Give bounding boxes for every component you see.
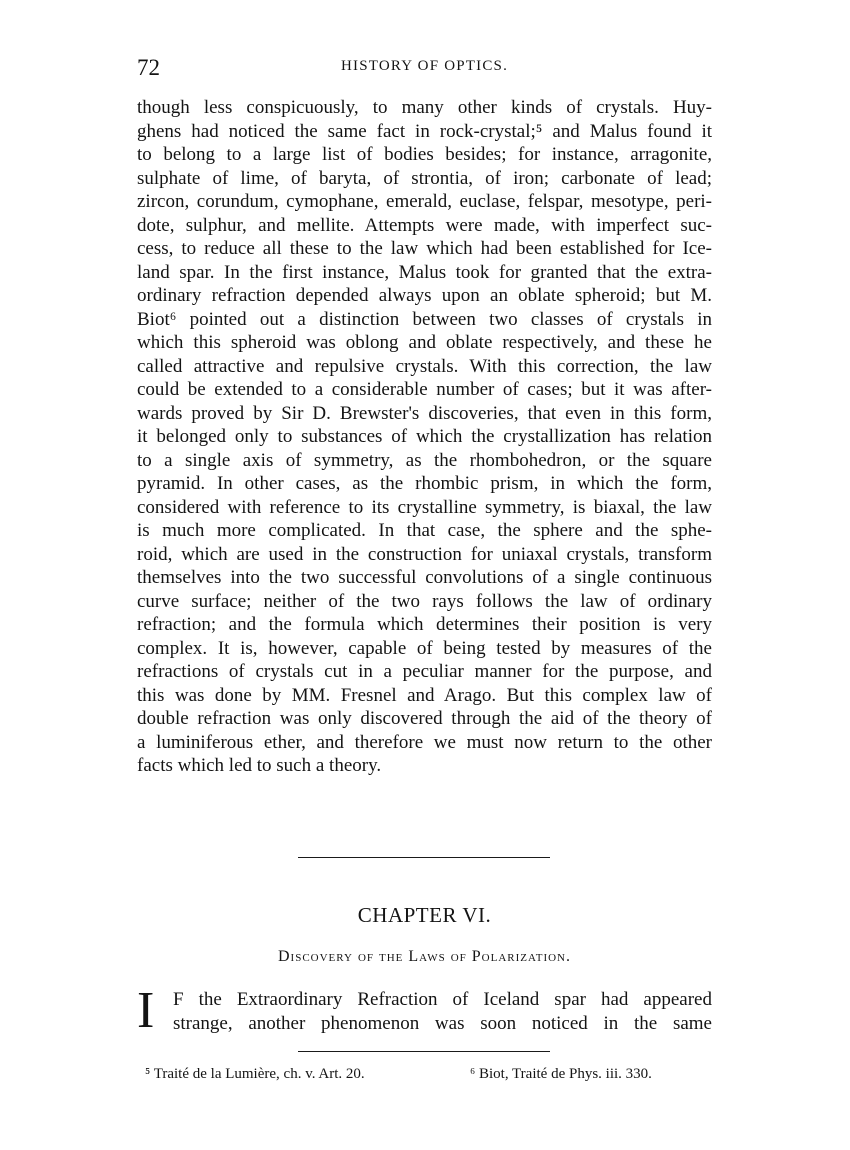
body-line: this was done by MM. Fresnel and Arago. But this complex law of	[137, 684, 712, 706]
body-line: refractions of crystals cut in a peculiar manner for the purpose, and	[137, 661, 712, 682]
body-line: curve surface; neither of the two rays follows the law of ordinary	[137, 590, 712, 612]
running-title: HISTORY OF OPTICS.	[340, 58, 509, 74]
body-line: cess, to reduce all these to the law which had been established for Ice-	[137, 238, 712, 259]
body-line: a luminiferous ether, and therefore we must now return to the other	[137, 731, 712, 753]
body-line: wards proved by Sir D. Brewster's discoveries, that even in this form,	[137, 402, 712, 424]
body-line: dote, sulphur, and mellite. Attempts were made, with imperfect suc-	[137, 214, 712, 236]
body-line: to a single axis of symmetry, as the rhombohedron, or the square	[137, 449, 712, 471]
body-line: called attractive and repulsive crystals. With this correction, the law	[137, 355, 712, 377]
body-line: it belonged only to substances of which the crystallization has relation	[137, 426, 712, 447]
body-line: land spar. In the first instance, Malus took for granted that the extra-	[137, 261, 712, 283]
opening-paragraph	[137, 982, 712, 1039]
body-line: is much more complicated. In that case, the sphere and the sphe-	[137, 520, 712, 541]
running-head	[137, 55, 712, 81]
footnote-rule	[298, 1051, 550, 1052]
body-line: complex. It is, however, capable of being tested by measures of the	[137, 637, 712, 659]
body-paragraph	[137, 96, 712, 778]
body-line: could be extended to a considerable number of cases; but it was after-	[137, 379, 712, 400]
body-line: pyramid. In other cases, as the rhombic prism, in which the form,	[137, 473, 712, 494]
chapter-heading: CHAPTER VI.	[357, 903, 492, 927]
opening-line: strange, another phenomenon was soon noticed in the same	[173, 1012, 712, 1034]
body-line: Biot⁶ pointed out a distinction between two classes of crystals in	[137, 308, 712, 330]
body-line: roid, which are used in the construction for uniaxal crystals, transform	[137, 543, 712, 565]
body-line: themselves into the two successful convolutions of a single continuous	[137, 567, 712, 588]
body-line: ghens had noticed the same fact in rock-crystal;⁵ and Malus found it	[137, 120, 712, 142]
section-divider	[298, 857, 550, 858]
page-number: 72	[137, 55, 160, 80]
footnote-6: ⁶ Biot, Traité de Phys. iii. 330.	[470, 1066, 652, 1082]
body-line: which this spheroid was oblong and oblate respectively, and these he	[137, 332, 712, 353]
drop-cap: I	[137, 982, 155, 1039]
body-line: though less conspicuously, to many other kinds of crystals. Huy-	[137, 97, 712, 118]
chapter-subtitle: Discovery of the Laws of Polarization.	[277, 948, 571, 965]
footnote-5: ⁵ Traité de la Lumière, ch. v. Art. 20.	[145, 1066, 365, 1082]
body-line: considered with reference to its crystalline symmetry, is biaxal, the law	[137, 496, 712, 518]
body-line: facts which led to such a theory.	[137, 755, 382, 776]
body-line: sulphate of lime, of baryta, of strontia, of iron; carbonate of lead;	[137, 167, 712, 189]
body-line: zircon, corundum, cymophane, emerald, euclase, felspar, mesotype, peri-	[137, 191, 712, 212]
footnotes	[145, 1066, 705, 1090]
body-line: refraction; and the formula which determines their position is very	[137, 614, 712, 635]
opening-line: F the Extraordinary Refraction of Iceland spar had appeared	[173, 989, 712, 1010]
body-line: to belong to a large list of bodies besides; for instance, arragonite,	[137, 144, 712, 165]
body-line: double refraction was only discovered through the aid of the theory of	[137, 708, 712, 729]
body-line: ordinary refraction depended always upon an oblate spheroid; but M.	[137, 285, 712, 306]
